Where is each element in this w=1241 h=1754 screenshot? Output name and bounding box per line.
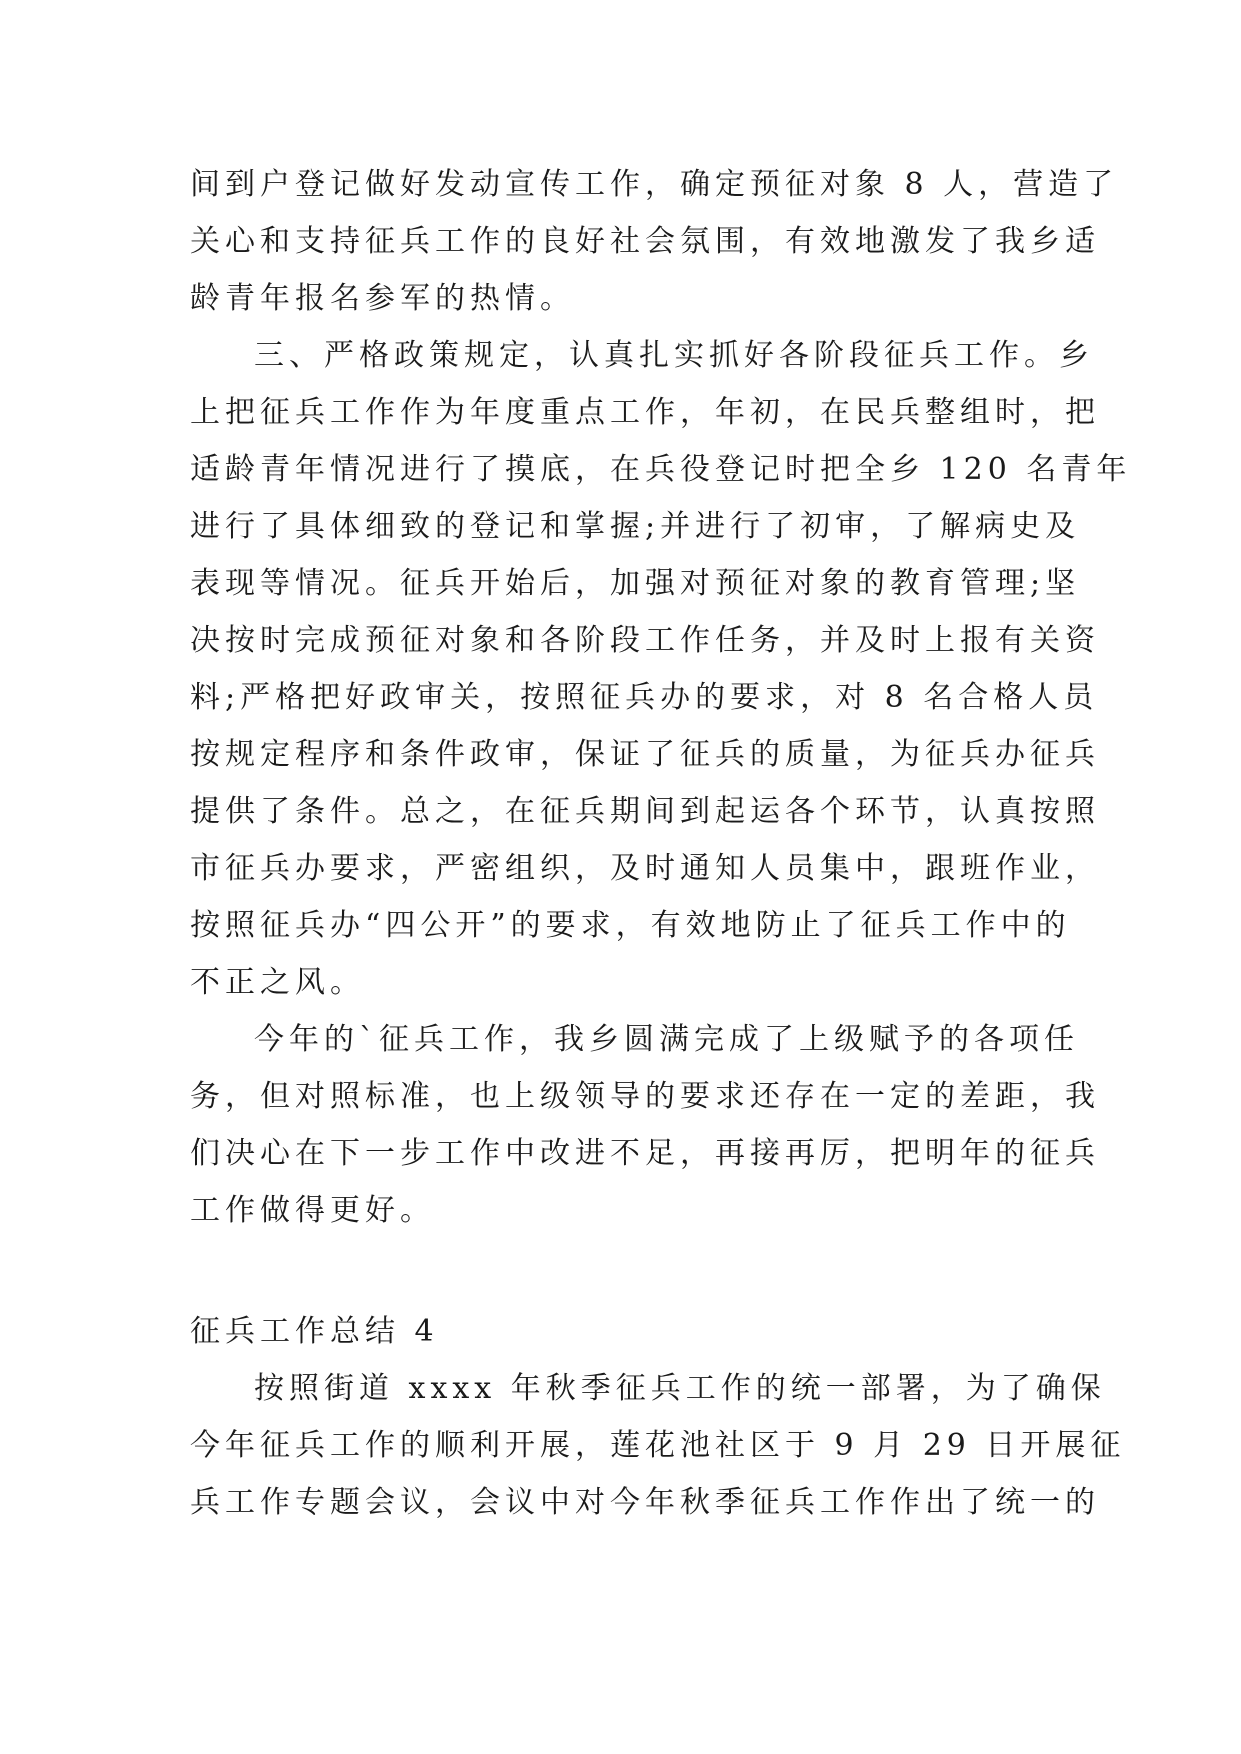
text-line: 提供了条件。总之，在征兵期间到起运各个环节，认真按照: [190, 794, 1100, 829]
text-line: 关心和支持征兵工作的良好社会氛围，有效地激发了我乡适: [190, 224, 1100, 259]
paragraph-4: [190, 1360, 1126, 1531]
text-line: 工作做得更好。: [190, 1193, 435, 1228]
paragraph-1: [190, 156, 1119, 327]
paragraph-3: [190, 1011, 1100, 1239]
text-line: 适龄青年情况进行了摸底，在兵役登记时把全乡 120 名青年: [190, 452, 1132, 487]
text-line: 龄青年报名参军的热情。: [190, 281, 575, 316]
paragraph-2: [190, 327, 1132, 1011]
text-line: 按照街道 xxxx 年秋季征兵工作的统一部署，为了确保: [254, 1371, 1106, 1406]
text-line: 间到户登记做好发动宣传工作，确定预征对象 8 人，营造了: [190, 167, 1119, 202]
text-line: 进行了具体细致的登记和掌握;并进行了初审，了解病史及: [190, 509, 1081, 544]
text-line: 市征兵办要求，严密组织，及时通知人员集中，跟班作业，: [190, 851, 1100, 886]
text-line: 按照征兵办“四公开”的要求，有效地防止了征兵工作中的: [190, 908, 1071, 943]
text-line: 表现等情况。征兵开始后，加强对预征对象的教育管理;坚: [190, 566, 1081, 601]
text-line: 们决心在下一步工作中改进不足，再接再厉，把明年的征兵: [190, 1136, 1100, 1171]
document-body: [190, 156, 1132, 1531]
text-line: 三、严格政策规定，认真扎实抓好各阶段征兵工作。乡: [254, 338, 1094, 373]
text-line: 务，但对照标准，也上级领导的要求还存在一定的差距，我: [190, 1079, 1100, 1114]
section-heading: 征兵工作总结 4: [190, 1314, 439, 1349]
section-spacer: [190, 1239, 1060, 1303]
text-line: 今年的`征兵工作，我乡圆满完成了上级赋予的各项任: [254, 1022, 1079, 1057]
text-line: 今年征兵工作的顺利开展，莲花池社区于 9 月 29 日开展征: [190, 1428, 1126, 1463]
text-line: 不正之风。: [190, 965, 365, 1000]
text-line: 按规定程序和条件政审，保证了征兵的质量，为征兵办征兵: [190, 737, 1100, 772]
text-line: 兵工作专题会议，会议中对今年秋季征兵工作作出了统一的: [190, 1485, 1100, 1520]
text-line: 决按时完成预征对象和各阶段工作任务，并及时上报有关资: [190, 623, 1100, 658]
text-line: 料;严格把好政审关，按照征兵办的要求，对 8 名合格人员: [190, 680, 1099, 715]
text-line: 上把征兵工作作为年度重点工作，年初，在民兵整组时，把: [190, 395, 1100, 430]
